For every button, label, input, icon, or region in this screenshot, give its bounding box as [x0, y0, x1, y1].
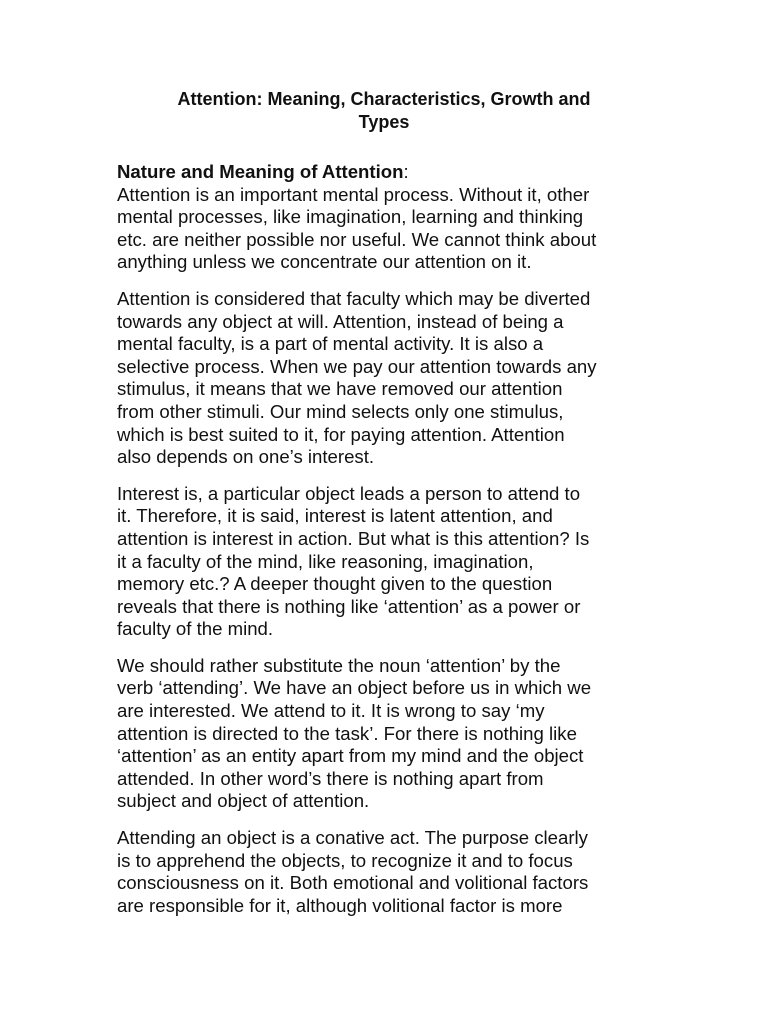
- paragraph-line: which is best suited to it, for paying attention. Attention: [117, 423, 565, 445]
- section-heading: [117, 161, 657, 184]
- paragraph-line: Attention is considered that faculty which may be diverted: [117, 287, 591, 309]
- paragraph-line: is to apprehend the objects, to recognize it and to focus: [117, 849, 573, 871]
- paragraph-line: consciousness on it. Both emotional and volitional factors: [117, 872, 589, 894]
- paragraph: [117, 827, 657, 917]
- paragraph-line: mental processes, like imagination, learning and thinking: [117, 206, 584, 228]
- paragraph-line: attended. In other word’s there is nothing apart from: [117, 767, 544, 789]
- paragraph: [117, 288, 657, 469]
- paragraph: [117, 184, 657, 274]
- paragraph-line: towards any object at will. Attention, instead of being a: [117, 310, 564, 332]
- document-title: [120, 88, 648, 134]
- paragraph: [117, 655, 657, 813]
- paragraph-line: from other stimuli. Our mind selects only one stimulus,: [117, 400, 564, 422]
- paragraph-line: are responsible for it, although volitional factor is more: [117, 894, 563, 916]
- document-body: [117, 161, 657, 931]
- paragraph-line: it a faculty of the mind, like reasoning, imagination,: [117, 550, 534, 572]
- paragraph-line: also depends on one’s interest.: [117, 446, 375, 468]
- paragraph-line: Attending an object is a conative act. The purpose clearly: [117, 827, 588, 849]
- paragraph-line: We should rather substitute the noun ‘attention’ by the: [117, 654, 561, 676]
- paragraph-line: are interested. We attend to it. It is wrong to say ‘my: [117, 700, 545, 722]
- section-heading-text: Nature and Meaning of Attention: [117, 161, 404, 182]
- paragraph-line: ‘attention’ as an entity apart from my mind and the object: [117, 745, 584, 767]
- paragraph-line: mental faculty, is a part of mental activity. It is also a: [117, 333, 544, 355]
- paragraph-line: memory etc.? A deeper thought given to the question: [117, 573, 553, 595]
- paragraph-line: reveals that there is nothing like ‘attention’ as a power or: [117, 595, 581, 617]
- title-line-1: Attention: Meaning, Characteristics, Growth and: [177, 89, 591, 109]
- paragraph-line: anything unless we concentrate our attention on it.: [117, 251, 532, 273]
- paragraph-line: selective process. When we pay our attention towards any: [117, 355, 597, 377]
- paragraph-line: faculty of the mind.: [117, 618, 274, 640]
- title-line-2: Types: [358, 112, 410, 132]
- paragraph-line: etc. are neither possible nor useful. We cannot think about: [117, 228, 597, 250]
- paragraph-line: subject and object of attention.: [117, 790, 370, 812]
- paragraph-line: attention is interest in action. But what is this attention? Is: [117, 527, 590, 549]
- section-heading-colon: :: [403, 161, 409, 182]
- paragraph-list: [117, 184, 657, 918]
- paragraph-line: stimulus, it means that we have removed our attention: [117, 378, 563, 400]
- paragraph-line: attention is directed to the task’. For there is nothing like: [117, 722, 577, 744]
- paragraph-line: it. Therefore, it is said, interest is latent attention, and: [117, 505, 553, 527]
- paragraph-line: Interest is, a particular object leads a person to attend to: [117, 482, 581, 504]
- paragraph-line: Attention is an important mental process. Without it, other: [117, 183, 590, 205]
- paragraph: [117, 483, 657, 641]
- paragraph-line: verb ‘attending’. We have an object before us in which we: [117, 677, 592, 699]
